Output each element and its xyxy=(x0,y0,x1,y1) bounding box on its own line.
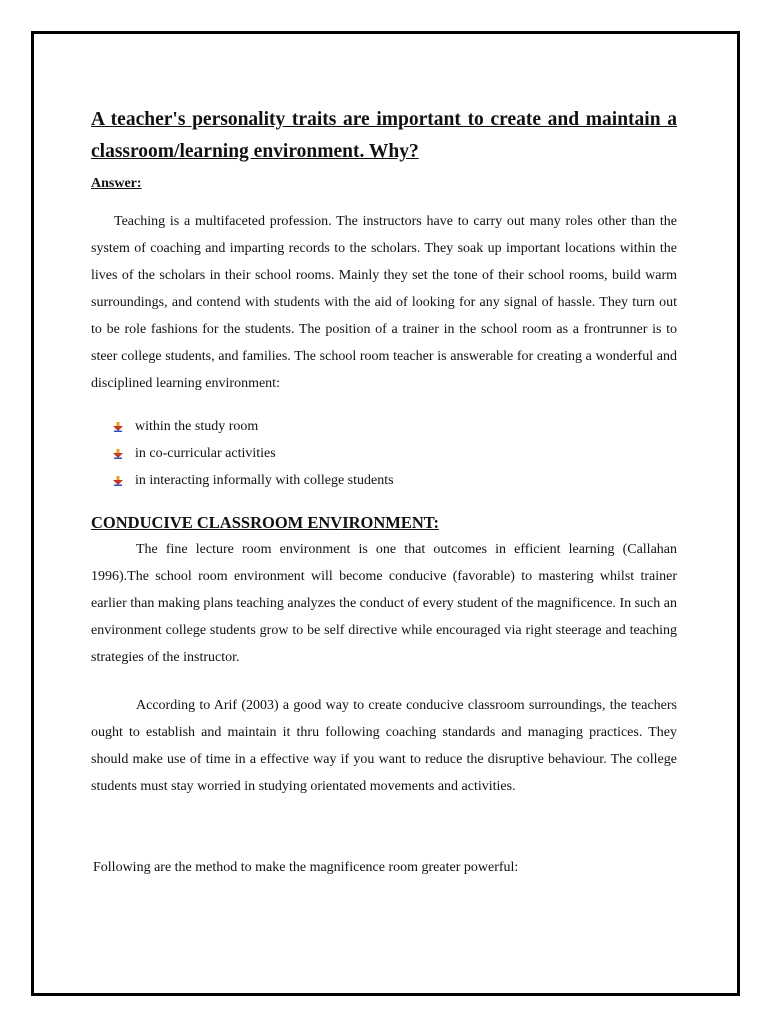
answer-label: Answer: xyxy=(91,176,142,191)
paragraph-conducive: The fine lecture room environment is one that outcomes in efficient learning (Callahan 1996).The school room environment will become conducive (favorable) to mastering whilst trainer earlier than making plans teaching analyzes the conduct of every student of the magnificence. In such an environment college students grow to be self directive while encouraged via right steerage and teaching strategies of the instructor. xyxy=(91,542,677,665)
paragraph-method: Following are the method to make the magnificence room greater powerful: xyxy=(93,860,519,875)
bullet-list xyxy=(91,413,677,494)
arrow-down-bullet-icon xyxy=(113,476,123,486)
bullet-text: in co-curricular activities xyxy=(135,446,276,461)
section-heading: CONDUCIVE CLASSROOM ENVIRONMENT: xyxy=(91,513,440,532)
document-body xyxy=(91,104,677,881)
bullet-text: within the study room xyxy=(135,419,259,434)
list-item xyxy=(113,413,677,440)
arrow-down-bullet-icon xyxy=(113,422,123,432)
list-item xyxy=(113,467,677,494)
document-title: A teacher's personality traits are important to create and maintain a classroom/learning environment. Why? xyxy=(91,109,677,162)
paragraph-arif: According to Arif (2003) a good way to create conducive classroom surroundings, the teachers ought to establish and maintain it thru following coaching standards and managing practices. They should make use of time in a effective way if you want to reduce the disruptive behaviour. The college students must stay worried in studying orientated movements and activities. xyxy=(91,698,677,794)
arrow-down-bullet-icon xyxy=(113,449,123,459)
bullet-text: in interacting informally with college students xyxy=(135,473,394,488)
intro-paragraph: Teaching is a multifaceted profession. The instructors have to carry out many roles other than the system of coaching and imparting records to the scholars. They soak up important locations within the lives of the scholars in their school rooms. Mainly they set the tone of their school rooms, build warm surroundings, and contend with students with the aid of looking for any signal of hassle. They turn out to be role fashions for the students. The position of a trainer in the school room as a frontrunner is to steer college students, and families. The school room teacher is answerable for creating a wonderful and disciplined learning environment: xyxy=(91,214,677,391)
list-item xyxy=(113,440,677,467)
